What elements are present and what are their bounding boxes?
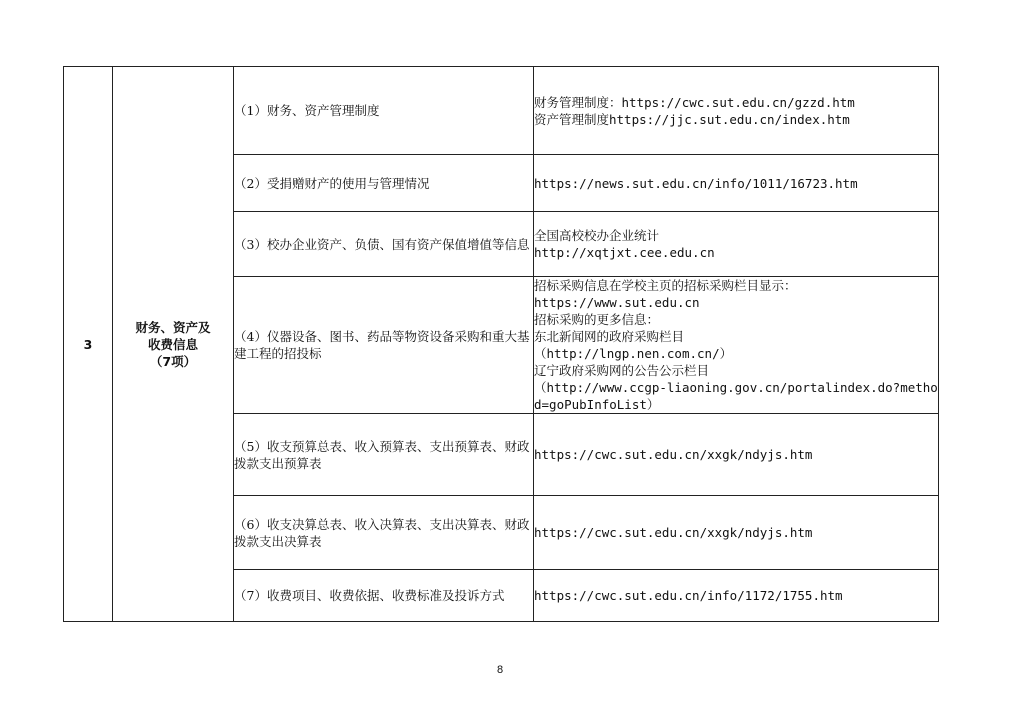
disclosure-table <box>63 66 939 622</box>
link-text[interactable]: 财务管理制度：https://cwc.sut.edu.cn/gzzd.htm <box>534 94 855 110</box>
link-text[interactable]: http://xqtjxt.cee.edu.cn <box>534 245 715 260</box>
link-cell <box>534 212 939 277</box>
link-cell <box>534 277 939 414</box>
item-cell: （7）收费项目、收费依据、收费标准及投诉方式 <box>234 570 534 622</box>
link-text: 招标采购的更多信息： <box>534 312 660 327</box>
link-cell <box>534 414 939 496</box>
item-cell: （4）仪器设备、图书、药品等物资设备采购和重大基建工程的招投标 <box>234 277 534 414</box>
link-text[interactable]: （http://www.ccgp-liaoning.gov.cn/portalindex.do?metho <box>534 380 938 395</box>
link-text: 辽宁政府采购网的公告公示栏目 <box>534 363 710 378</box>
link-text: 东北新闻网的政府采购栏目 <box>534 329 685 344</box>
link-text[interactable]: d=goPubInfoList） <box>534 397 660 412</box>
item-cell: （6）收支决算总表、收入决算表、支出决算表、财政拨款支出决算表 <box>234 496 534 570</box>
section-number: 3 <box>64 67 113 622</box>
link-text[interactable]: https://cwc.sut.edu.cn/xxgk/ndyjs.htm <box>534 447 813 462</box>
table-row <box>64 67 939 155</box>
category-line: 财务、资产及 <box>135 319 211 335</box>
link-text[interactable]: https://news.sut.edu.cn/info/1011/16723.htm <box>534 175 858 191</box>
link-text[interactable]: https://www.sut.edu.cn <box>534 295 700 310</box>
link-text: 全国高校校办企业统计 <box>534 228 660 243</box>
link-text[interactable]: https://cwc.sut.edu.cn/info/1172/1755.htm <box>534 588 843 603</box>
link-cell <box>534 155 939 212</box>
item-cell: （2）受捐赠财产的使用与管理情况 <box>234 155 534 212</box>
link-text: 招标采购信息在学校主页的招标采购栏目显示： <box>534 278 797 293</box>
link-text[interactable]: https://cwc.sut.edu.cn/xxgk/ndyjs.htm <box>534 525 813 540</box>
item-cell: （1）财务、资产管理制度 <box>234 67 534 155</box>
category-line: （7项） <box>149 353 197 369</box>
link-text[interactable]: 资产管理制度https://jjc.sut.edu.cn/index.htm <box>534 111 850 127</box>
category-line: 收费信息 <box>147 336 198 352</box>
section-category <box>113 67 234 622</box>
page-number: 8 <box>496 664 504 676</box>
item-cell: （5）收支预算总表、收入预算表、支出预算表、财政拨款支出预算表 <box>234 414 534 496</box>
link-cell <box>534 496 939 570</box>
link-text[interactable]: （http://lngp.nen.com.cn/） <box>534 346 733 361</box>
link-cell <box>534 570 939 622</box>
item-cell: （3）校办企业资产、负债、国有资产保值增值等信息 <box>234 212 534 277</box>
link-cell <box>534 67 939 155</box>
